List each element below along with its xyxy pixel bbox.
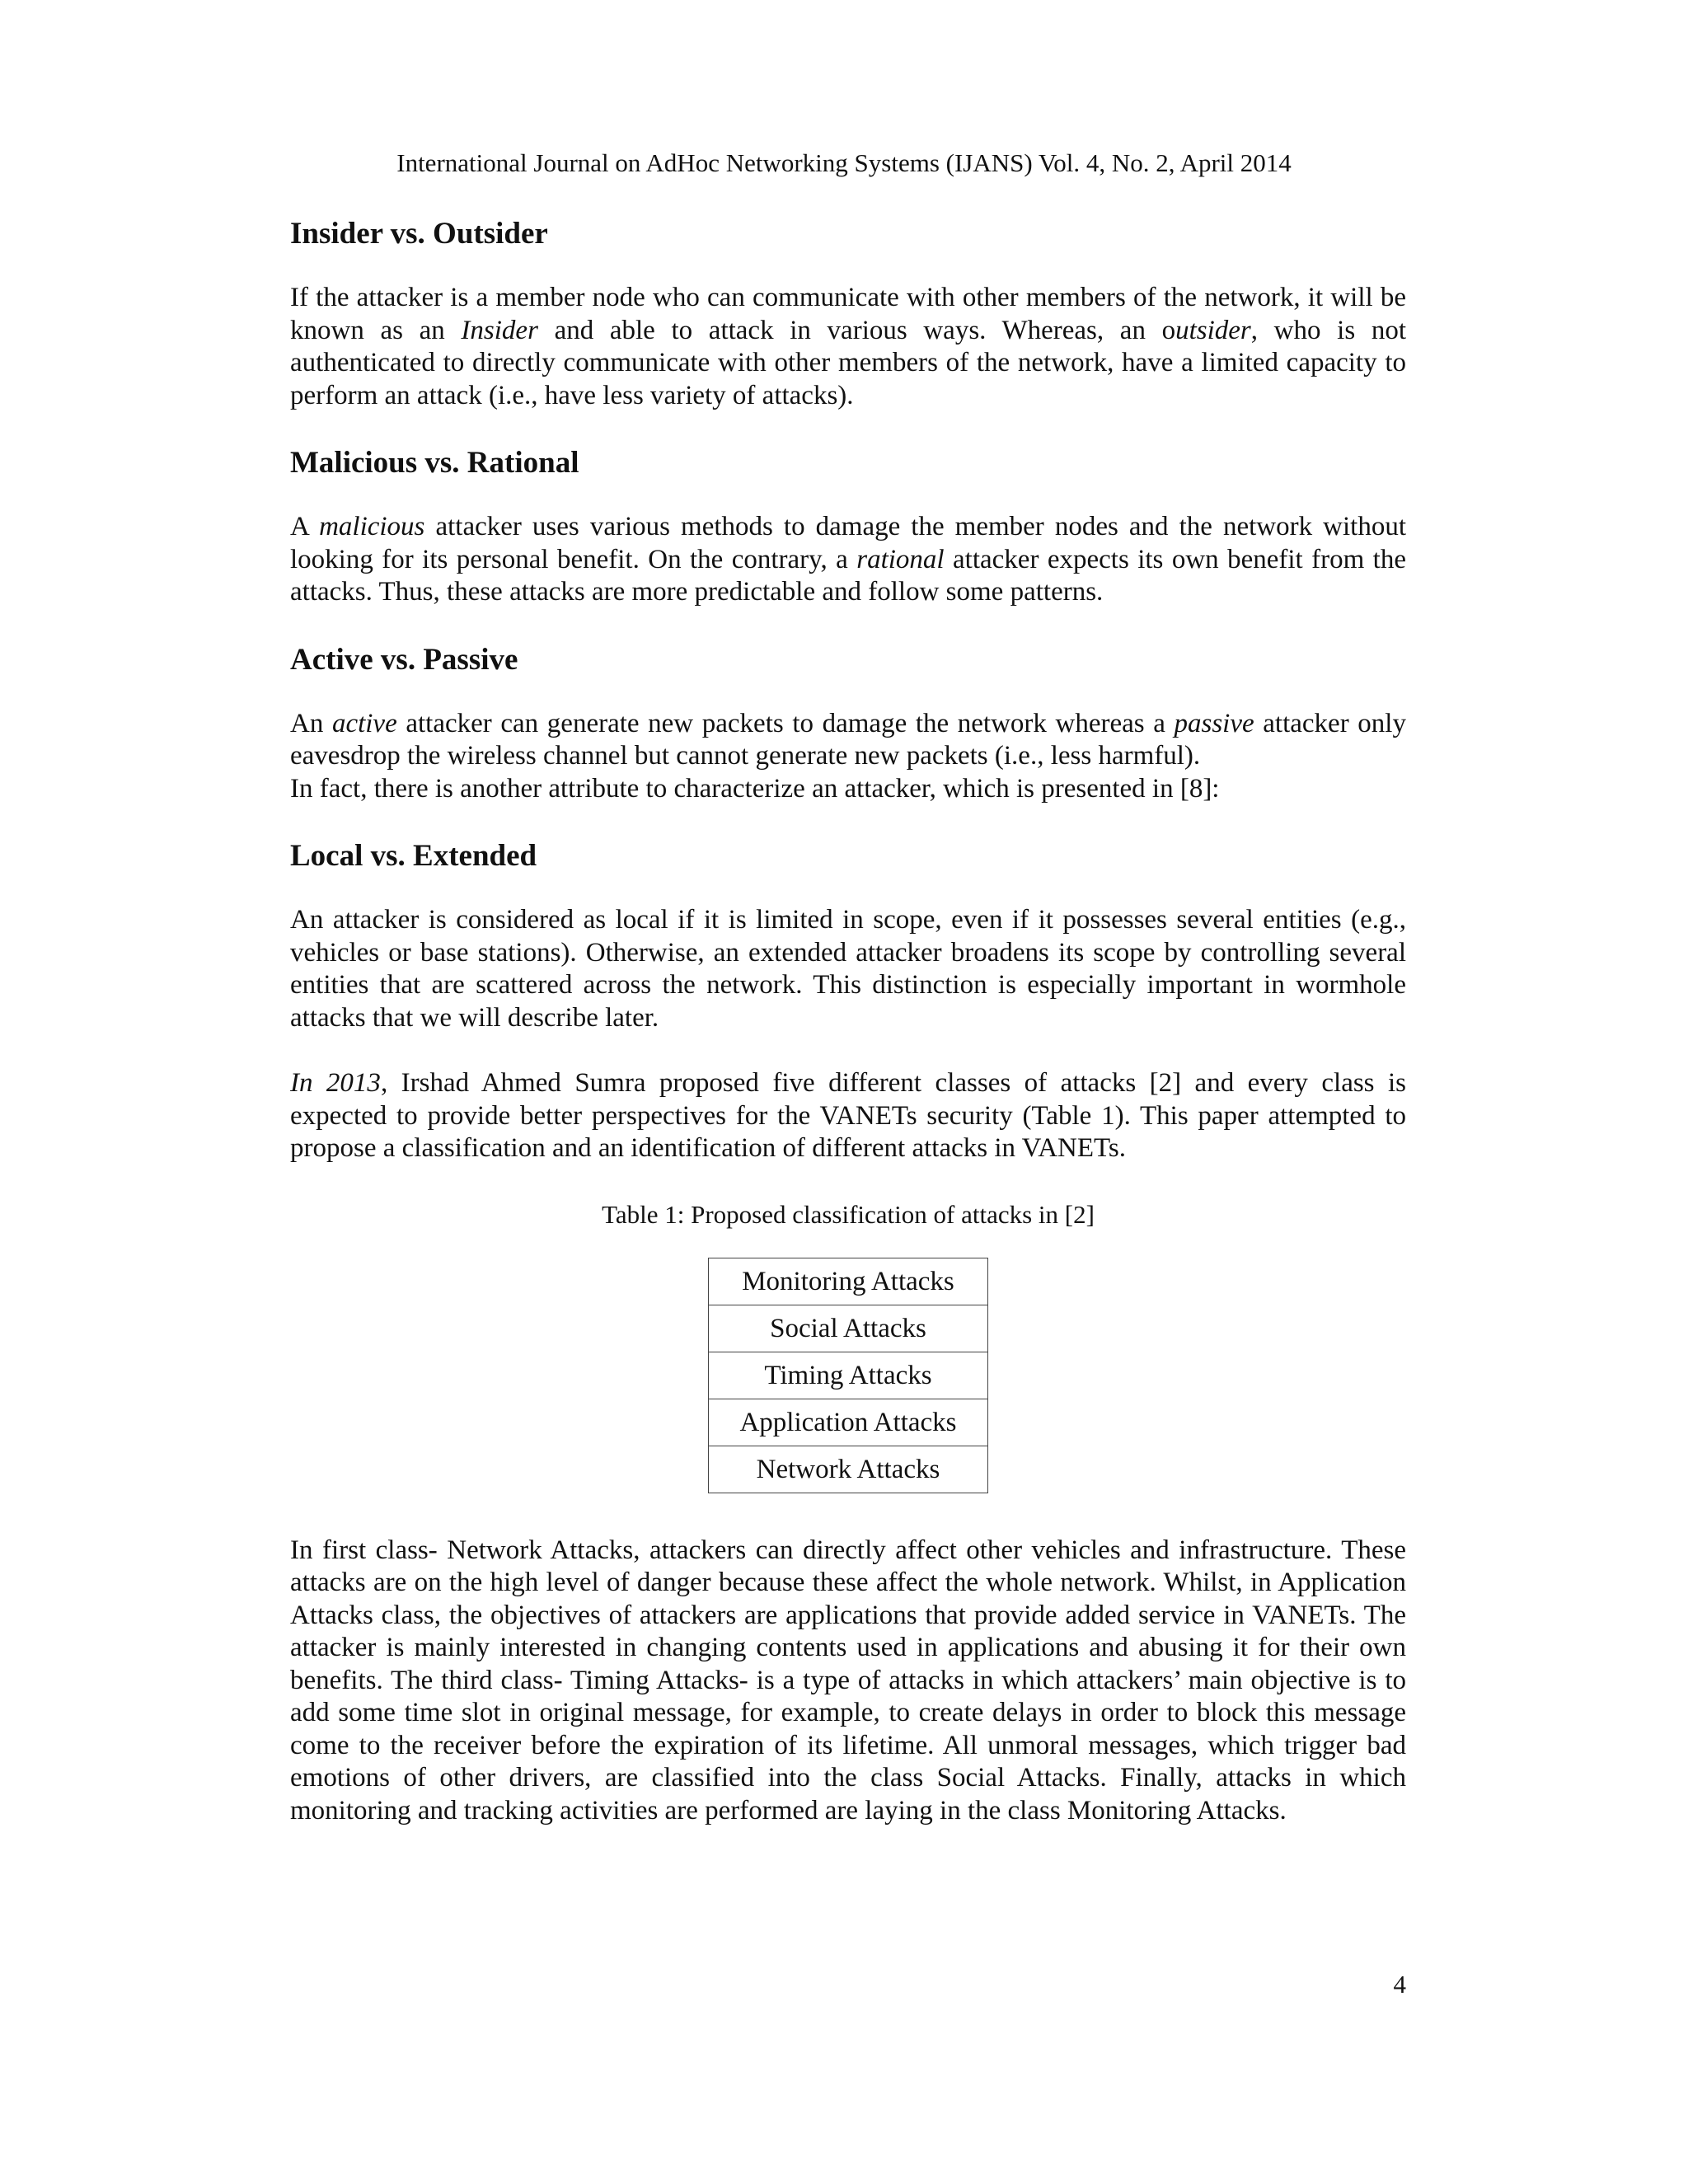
emphasis-malicious: malicious <box>319 512 425 541</box>
text-run: attacker only eavesdrop the wireless channel but cannot generate new packets (i.e., less harmful). <box>290 708 1406 771</box>
attack-classification-table <box>708 1258 988 1493</box>
paragraph-insider-outsider <box>290 282 1406 412</box>
table-caption: Table 1: Proposed classification of attacks in [2] <box>602 1199 1095 1229</box>
heading-malicious-rational: Malicious vs. Rational <box>290 446 579 480</box>
emphasis-active: active <box>331 708 397 738</box>
emphasis-outsider: utsider <box>1175 315 1251 345</box>
text-run: attacker uses various methods to damage the member nodes and the network without looking for its personal benefit. On the contrary, a <box>290 512 1407 574</box>
paragraph-sumra-classes <box>290 1067 1406 1165</box>
paragraph-active-passive <box>290 708 1406 773</box>
emphasis-year: In 2013 <box>290 1068 381 1098</box>
heading-active-passive: Active vs. Passive <box>290 642 518 677</box>
page-body <box>290 216 1406 1860</box>
text-run: attacker can generate new packets to damage the network whereas a <box>396 708 1175 738</box>
table-cell: Social Attacks <box>709 1305 988 1352</box>
text-run: attacker expects its own benefit from the attacks. Thus, these attacks are more predictable and follow some patterns. <box>290 544 1406 607</box>
table-cell: Application Attacks <box>709 1399 988 1446</box>
table-row <box>709 1305 988 1352</box>
text-run: , Irshad Ahmed Sumra proposed five different classes of attacks [2] and every class is expected to provide better perspectives for the VANETs security (Table 1). This paper attempted to propose a classification and an identification of different attacks in VANETs. <box>290 1068 1406 1163</box>
table-row <box>709 1446 988 1493</box>
text-run: , who is not authenticated to directly communicate with other members of the network, have a limited capacity to perform an attack (i.e., have less variety of attacks). <box>290 315 1406 410</box>
emphasis-insider: Insider <box>461 315 538 345</box>
paragraph-malicious-rational <box>290 511 1406 609</box>
table-row <box>709 1258 988 1305</box>
table-cell: Monitoring Attacks <box>709 1258 988 1305</box>
paragraph-attribute-intro: In fact, there is another attribute to characterize an attacker, which is presented in [8]: <box>290 773 1220 804</box>
text-run: If the attacker is a member node who can communicate with other members of the network, it will be known as an <box>290 283 1406 345</box>
emphasis-passive: passive <box>1174 708 1254 738</box>
table-cell: Timing Attacks <box>709 1352 988 1399</box>
table-row <box>709 1352 988 1399</box>
heading-local-extended: Local vs. Extended <box>290 839 537 873</box>
running-header: International Journal on AdHoc Networking Systems (IJANS) Vol. 4, No. 2, April 2014 <box>396 148 1292 177</box>
text-run: and able to attack in various ways. Whereas, an o <box>537 315 1176 345</box>
table-cell: Network Attacks <box>709 1446 988 1493</box>
paragraph-attack-classes: In first class- Network Attacks, attackers can directly affect other vehicles and infrastructure. These attacks are on the high level of danger because these affect the whole network. Whilst, in Application Attacks class, the objectives of attackers are applications that provide added service in VANETs. The attacker is mainly interested in changing contents used in applications and abusing it for their own benefits. The third class- Timing Attacks- is a type of attacks in which attackers’ main objective is to add some time slot in original message, for example, to create delays in order to block this message come to the receiver before the expiration of its lifetime. All unmoral messages, which trigger bad emotions of other drivers, are classified into the class Social Attacks. Finally, attacks in which monitoring and tracking activities are performed are laying in the class Monitoring Attacks. <box>290 1535 1406 1825</box>
text-run: A <box>290 512 320 541</box>
table-row <box>709 1399 988 1446</box>
paragraph-local-extended: An attacker is considered as local if it is limited in scope, even if it possesses several entities (e.g., vehicles or base stations). Otherwise, an extended attacker broadens its scope by controlling several entities that are scattered across the network. This distinction is especially important in wormhole attacks that we will describe later. <box>290 905 1406 1033</box>
text-run: An <box>290 708 332 738</box>
heading-insider-outsider: Insider vs. Outsider <box>290 217 548 251</box>
page-number: 4 <box>1393 1970 1406 1999</box>
emphasis-rational: rational <box>856 544 945 574</box>
